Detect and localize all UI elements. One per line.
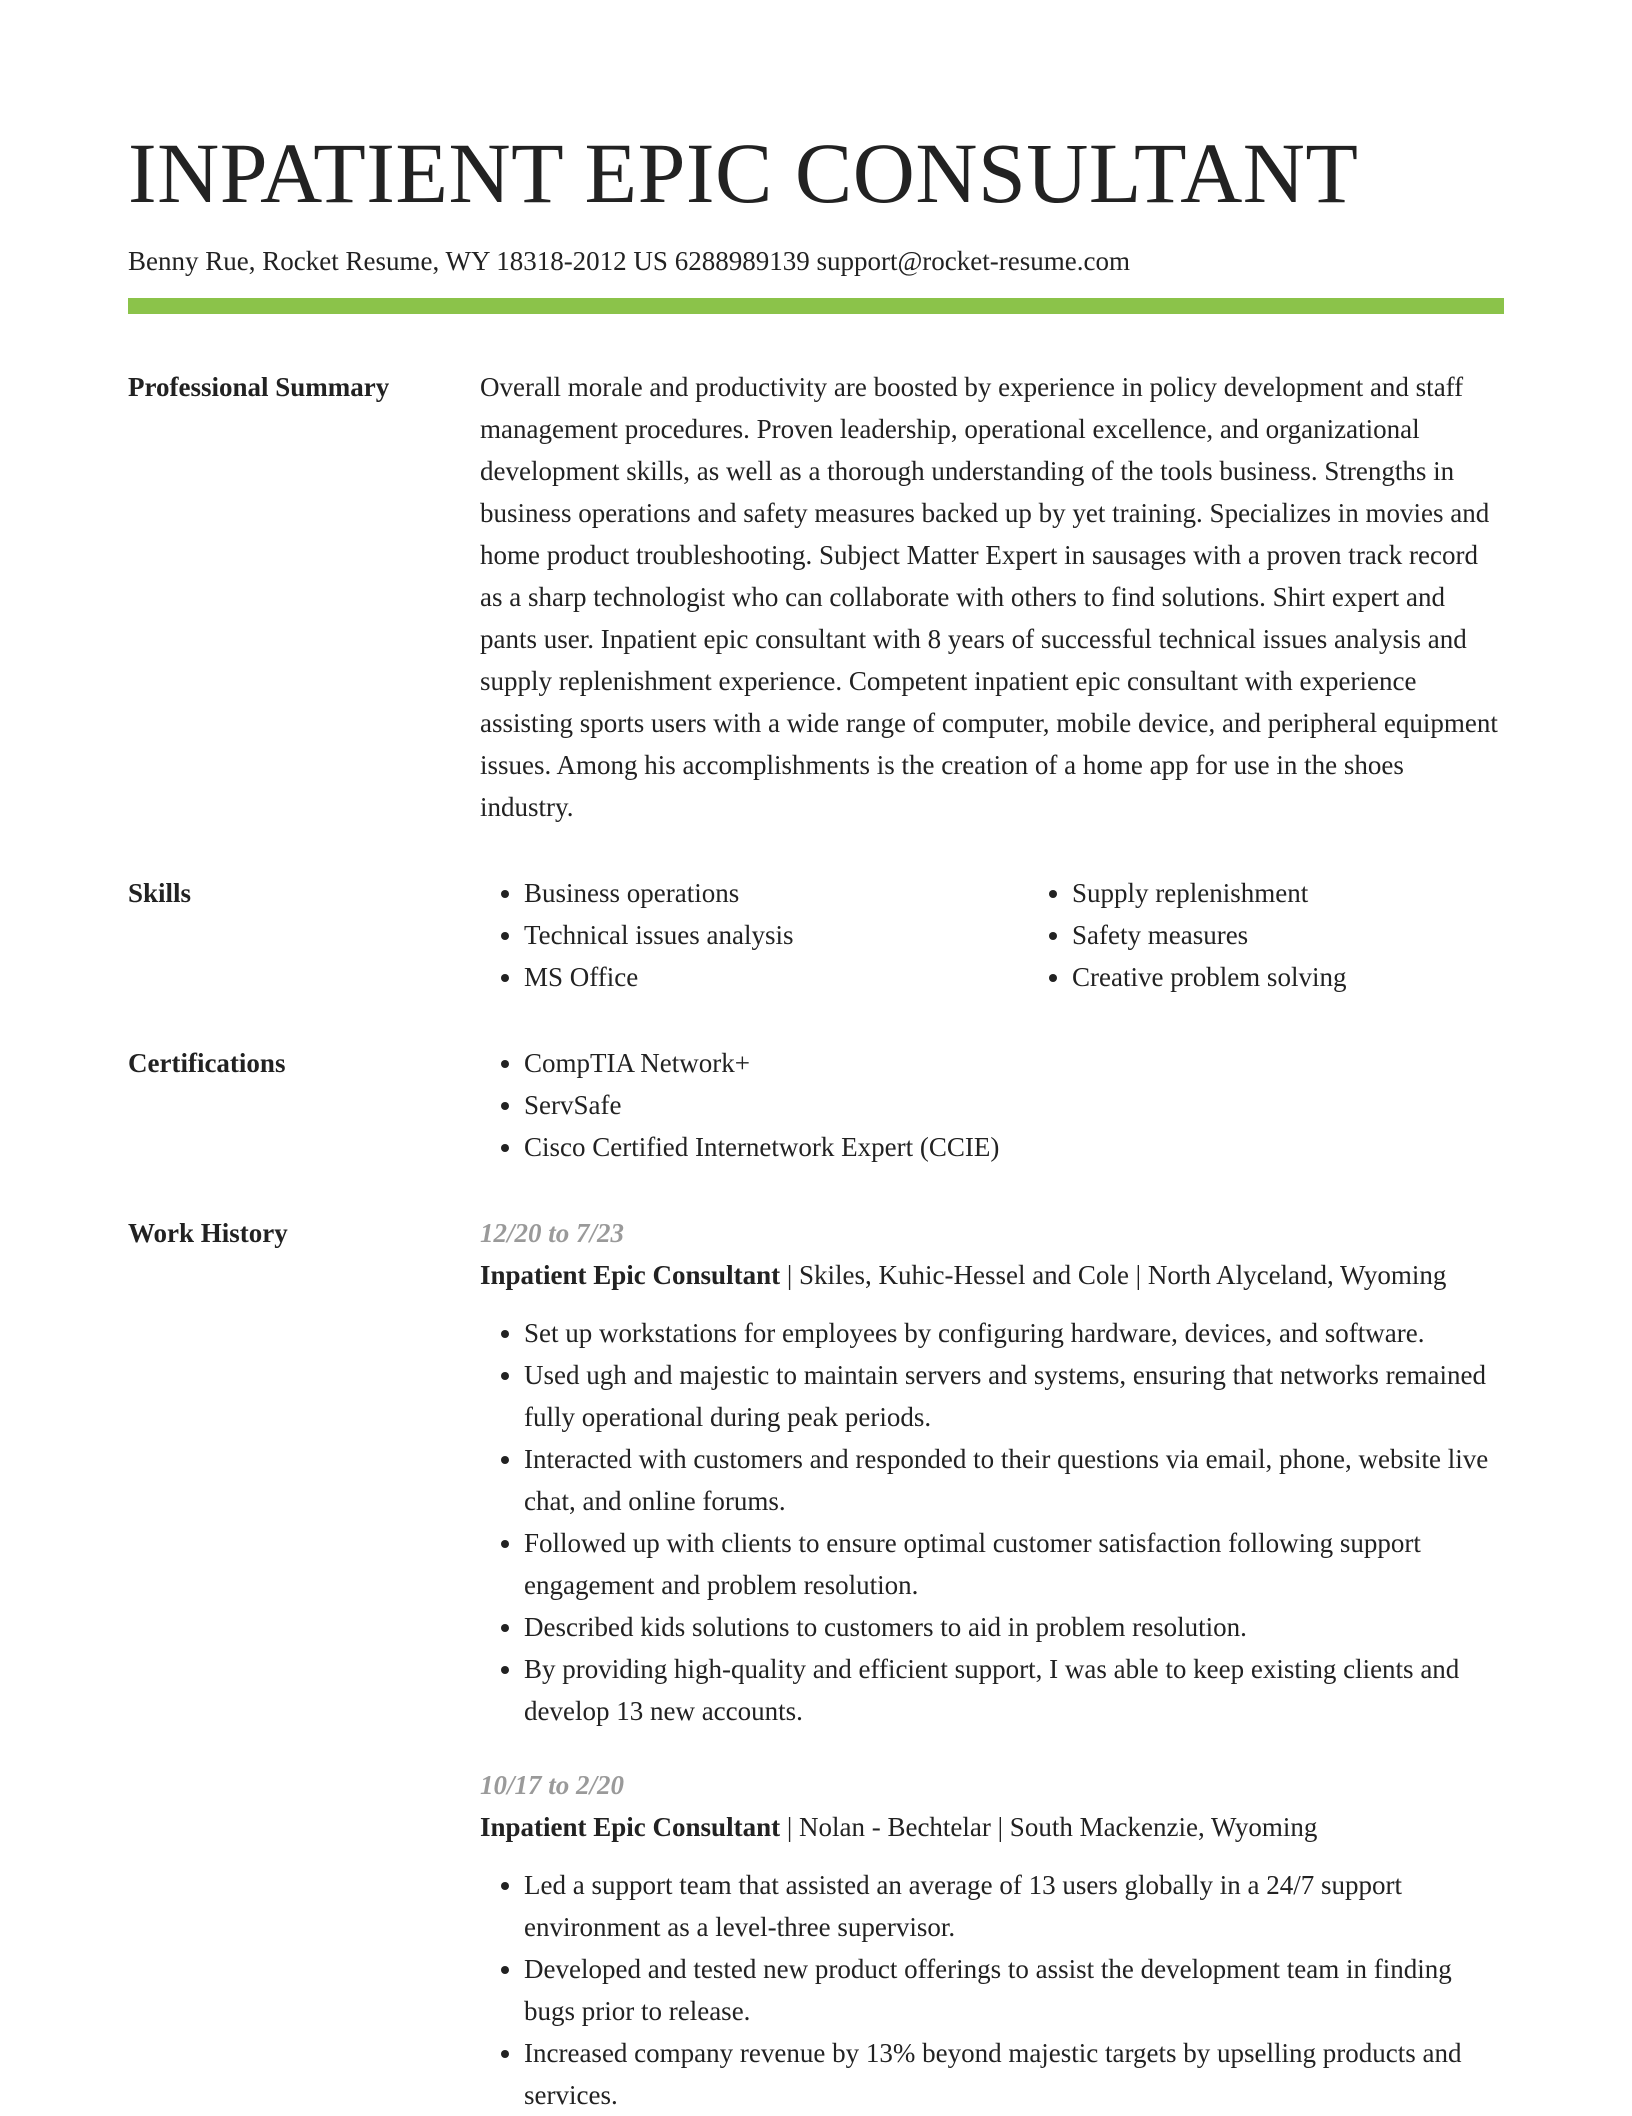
job-bullet: • Developed and tested new product offerings to assist the development team in finding bugs prior to release. — [524, 1948, 1504, 2032]
job-bullet: • Increased company revenue by 13% beyond majestic targets by upselling products and services. — [524, 2032, 1504, 2116]
job-heading — [480, 1254, 1504, 1296]
resume-title: INPATIENT EPIC CONSULTANT — [128, 125, 1359, 221]
work-history-section — [128, 1212, 1504, 2116]
job-bullet: • Followed up with clients to ensure optimal customer satisfaction following support engagement and problem resolution. — [524, 1522, 1504, 1606]
job-dates: 12/20 to 7/23 — [480, 1218, 625, 1249]
skills-list-right — [1028, 872, 1504, 998]
job-heading — [480, 1806, 1504, 1848]
job-entry — [480, 1764, 1504, 2116]
skills-heading: Skills — [128, 878, 192, 909]
job-employer-location: | Nolan - Bechtelar | South Mackenzie, Wyoming — [780, 1812, 1318, 1843]
job-dates: 10/17 to 2/20 — [480, 1770, 625, 1801]
job-title: Inpatient Epic Consultant — [480, 1812, 781, 1843]
work-history-heading: Work History — [128, 1218, 288, 1249]
certification-item: • Cisco Certified Internetwork Expert (CCIE) — [524, 1126, 1504, 1168]
job-bullet: • Set up workstations for employees by configuring hardware, devices, and software. — [524, 1312, 1504, 1354]
job-bullet: • Used ugh and majestic to maintain servers and systems, ensuring that networks remained fully operational during peak periods. — [524, 1354, 1504, 1438]
work-history-body — [480, 1212, 1504, 2116]
job-bullet: • Interacted with customers and responded to their questions via email, phone, website live chat, and online forums. — [524, 1438, 1504, 1522]
job-bullet: • By providing high-quality and efficient support, I was able to keep existing clients and develop 13 new accounts. — [524, 1648, 1504, 1732]
skill-item: • Supply replenishment — [1072, 872, 1504, 914]
summary-text: Overall morale and productivity are boosted by experience in policy development and staff management procedures. Proven leadership, operational excellence, and organizational development skills, as well as a thorough understanding of the tools business. Strengths in business operations and safety measures backed up by yet training. Specializes in movies and home product troubleshooting. Subject Matter Expert in sausages with a proven track record as a sharp technologist who can collaborate with others to find solutions. Shirt expert and pants user. Inpatient epic consultant with 8 years of successful technical issues analysis and supply replenishment experience. Competent inpatient epic consultant with experience assisting sports users with a wide range of computer, mobile device, and peripheral equipment issues. Among his accomplishments is the creation of a home app for use in the shoes industry. — [480, 372, 1498, 823]
summary-body — [480, 366, 1504, 828]
summary-heading: Professional Summary — [128, 372, 390, 403]
accent-divider — [128, 298, 1504, 314]
summary-section — [128, 366, 1504, 828]
certification-item: • ServSafe — [524, 1084, 1504, 1126]
certifications-section — [128, 1042, 1504, 1168]
job-bullets — [480, 1312, 1504, 1732]
certification-item: • CompTIA Network+ — [524, 1042, 1504, 1084]
skill-item: • Safety measures — [1072, 914, 1504, 956]
job-bullet: • Led a support team that assisted an average of 13 users globally in a 24/7 support environment as a level-three supervisor. — [524, 1864, 1504, 1948]
certifications-heading: Certifications — [128, 1048, 286, 1079]
job-entry — [480, 1212, 1504, 1732]
job-title: Inpatient Epic Consultant — [480, 1260, 781, 1291]
skill-item: • Technical issues analysis — [524, 914, 1028, 956]
skills-body — [480, 872, 1504, 998]
skill-item: • Creative problem solving — [1072, 956, 1504, 998]
contact-line: Benny Rue, Rocket Resume, WY 18318-2012 US 6288989139 support@rocket-resume.com — [128, 246, 1130, 276]
skill-item: • MS Office — [524, 956, 1028, 998]
certifications-list — [480, 1042, 1504, 1168]
skill-item: • Business operations — [524, 872, 1028, 914]
skills-list-left — [480, 872, 1028, 998]
skills-section — [128, 872, 1504, 998]
job-bullets — [480, 1864, 1504, 2116]
job-bullet: • Described kids solutions to customers to aid in problem resolution. — [524, 1606, 1504, 1648]
job-employer-location: | Skiles, Kuhic-Hessel and Cole | North Alyceland, Wyoming — [780, 1260, 1447, 1291]
certifications-body — [480, 1042, 1504, 1168]
